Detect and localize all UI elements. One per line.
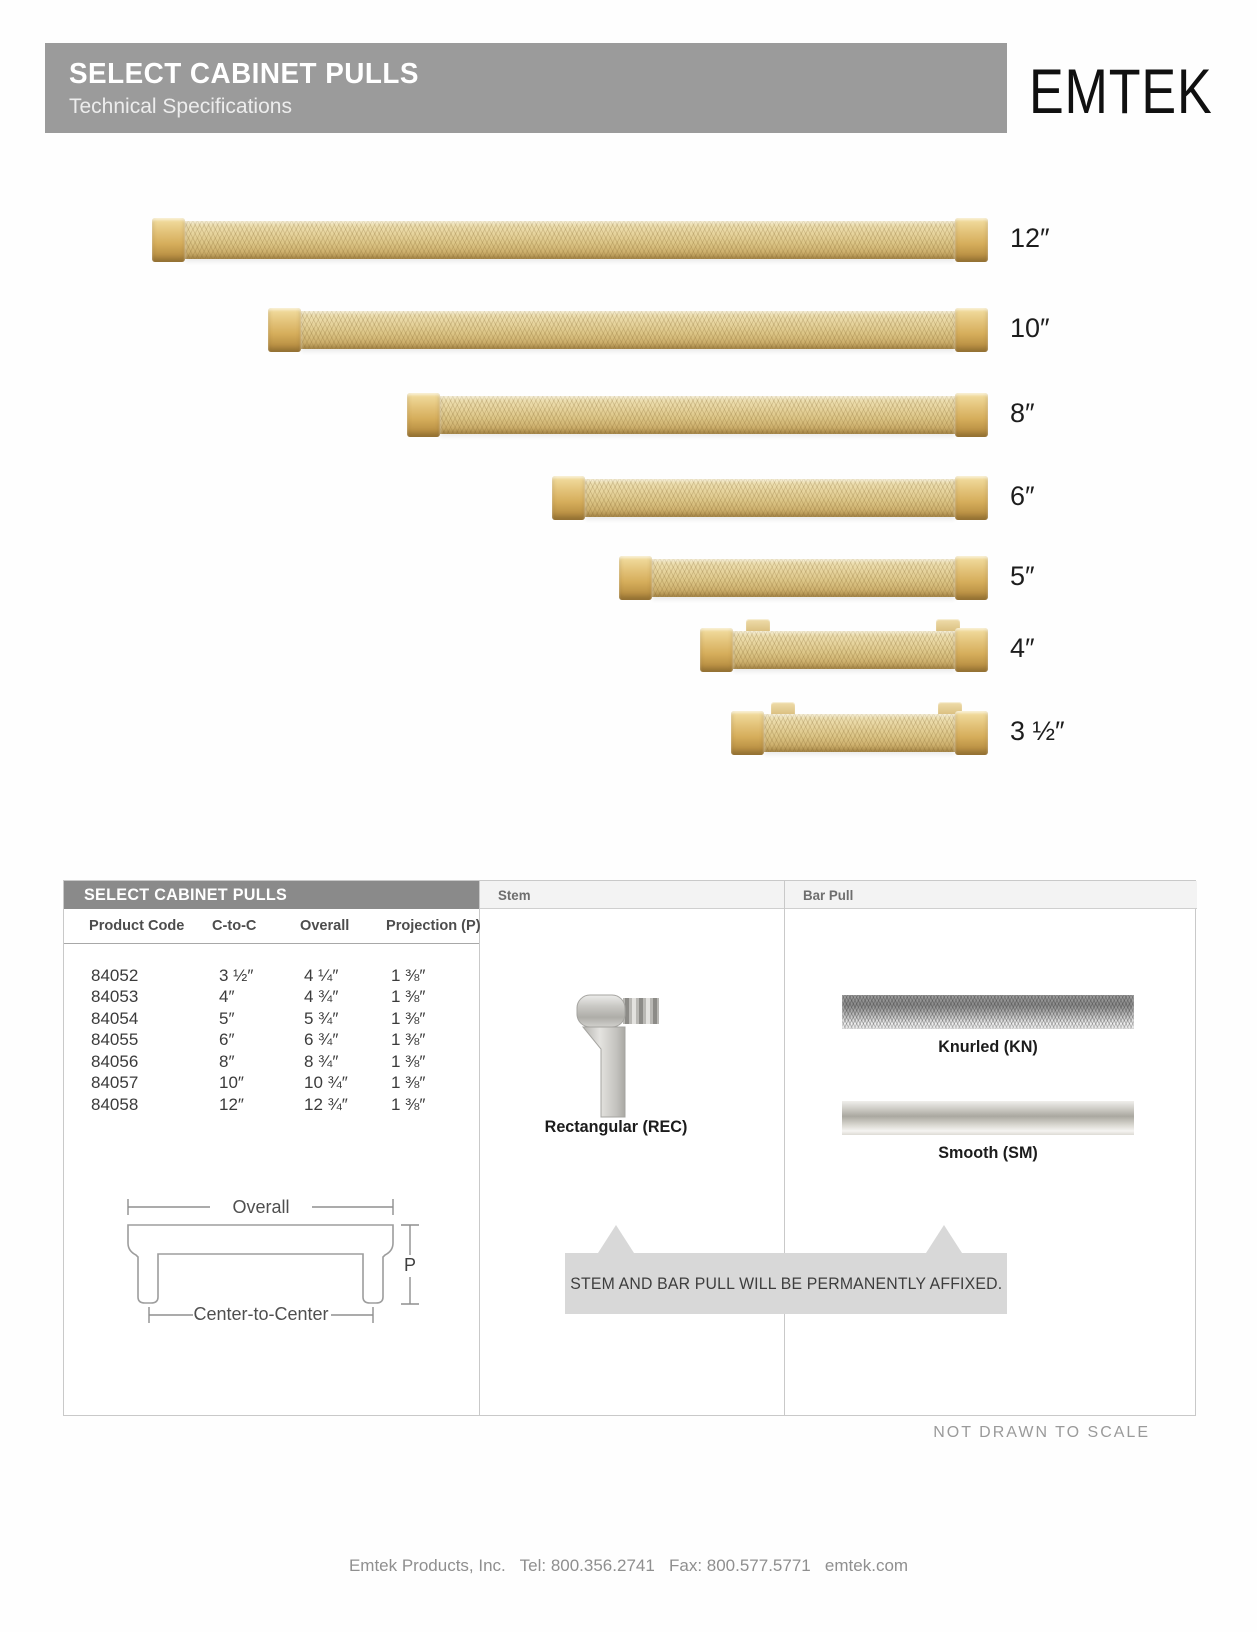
cell-overall: 4 ¼″ bbox=[304, 966, 339, 985]
cell-overall: 5 ¾″ bbox=[304, 1009, 339, 1028]
pull-end-cap bbox=[955, 711, 988, 755]
column-divider bbox=[784, 881, 785, 1415]
col-header-c-to-c: C-to-C bbox=[212, 917, 257, 934]
pull-end-cap bbox=[152, 218, 185, 262]
emtek-logo: EMTEK bbox=[1029, 57, 1213, 128]
cell-overall: 4 ¾″ bbox=[304, 987, 339, 1006]
pull-end-cap bbox=[955, 218, 988, 262]
affixed-banner bbox=[565, 1253, 1007, 1314]
cell-c-to-c: 3 ½″ bbox=[219, 966, 254, 985]
pull-end-cap bbox=[552, 476, 585, 520]
cell-projection: 1 ⅜″ bbox=[391, 966, 426, 985]
pull-size-label: 12″ bbox=[1010, 223, 1050, 253]
rectangular-stem-image bbox=[564, 987, 684, 1127]
cell-c-to-c: 8″ bbox=[219, 1052, 235, 1071]
pull-knurled-bar bbox=[585, 479, 955, 517]
pull-photo-5in bbox=[619, 556, 988, 600]
pull-end-cap bbox=[955, 556, 988, 600]
cell-overall: 6 ¾″ bbox=[304, 1030, 339, 1049]
pull-outline bbox=[128, 1225, 393, 1303]
knurled-bar-image bbox=[842, 995, 1134, 1029]
stem-header: Stem bbox=[498, 887, 531, 903]
pull-knurled-bar bbox=[301, 311, 955, 349]
pull-photo-10in bbox=[268, 308, 988, 352]
col-header-overall: Overall bbox=[300, 917, 350, 934]
col-header-projection: Projection (P) bbox=[386, 917, 481, 934]
pull-end-cap bbox=[955, 628, 988, 672]
banner-arrow-up bbox=[926, 1225, 962, 1253]
projection-dim-label: P bbox=[403, 1255, 417, 1275]
column-divider bbox=[479, 881, 480, 1415]
pull-knurled-bar bbox=[764, 714, 955, 752]
pull-end-cap bbox=[619, 556, 652, 600]
pull-end-cap bbox=[268, 308, 301, 352]
pull-end-cap bbox=[731, 711, 764, 755]
cell-projection: 1 ⅜″ bbox=[391, 1095, 426, 1114]
cell-c-to-c: 12″ bbox=[219, 1095, 244, 1114]
footer-contact: Emtek Products, Inc. Tel: 800.356.2741 Fax: 800.577.5771 emtek.com bbox=[348, 1556, 909, 1575]
center-to-center-dim-label: Center-to-Center bbox=[193, 1304, 329, 1324]
header-bar bbox=[45, 43, 1007, 133]
pull-knurled-bar bbox=[733, 631, 955, 669]
cell-product-code: 84058 bbox=[91, 1095, 139, 1114]
pull-size-label: 6″ bbox=[1010, 481, 1035, 511]
cell-projection: 1 ⅜″ bbox=[391, 1009, 426, 1028]
col-header-product-code: Product Code bbox=[89, 917, 185, 934]
cell-overall: 10 ¾″ bbox=[304, 1073, 348, 1092]
cell-overall: 8 ¾″ bbox=[304, 1052, 339, 1071]
header-rule bbox=[64, 943, 479, 944]
page-title: SELECT CABINET PULLS bbox=[69, 58, 419, 90]
bar-pull-header: Bar Pull bbox=[803, 887, 854, 903]
pull-end-cap bbox=[955, 393, 988, 437]
stem-caption: Rectangular (REC) bbox=[544, 1117, 688, 1136]
page-subtitle: Technical Specifications bbox=[69, 95, 292, 118]
smooth-bar-image bbox=[842, 1101, 1134, 1135]
pull-size-label: 10″ bbox=[1010, 313, 1050, 343]
smooth-caption: Smooth (SM) bbox=[938, 1143, 1038, 1162]
pull-photo-6in bbox=[552, 476, 988, 520]
cell-c-to-c: 6″ bbox=[219, 1030, 235, 1049]
cell-projection: 1 ⅜″ bbox=[391, 1073, 426, 1092]
dimension-diagram bbox=[114, 1199, 494, 1334]
cell-projection: 1 ⅜″ bbox=[391, 1030, 426, 1049]
affixed-banner-text: STEM AND BAR PULL WILL BE PERMANENTLY AFFIXED. bbox=[569, 1273, 1003, 1293]
cell-c-to-c: 10″ bbox=[219, 1073, 244, 1092]
pull-size-label: 4″ bbox=[1010, 633, 1035, 663]
table-title-band bbox=[64, 881, 479, 909]
pull-knurled-bar bbox=[440, 396, 955, 434]
pull-end-cap bbox=[955, 476, 988, 520]
pull-photo-12in bbox=[152, 218, 988, 262]
cell-overall: 12 ¾″ bbox=[304, 1095, 348, 1114]
pull-photo-4in bbox=[700, 628, 988, 672]
cell-projection: 1 ⅜″ bbox=[391, 1052, 426, 1071]
pull-photo-8in bbox=[407, 393, 988, 437]
cell-product-code: 84053 bbox=[91, 987, 139, 1006]
cell-projection: 1 ⅜″ bbox=[391, 987, 426, 1006]
cell-product-code: 84054 bbox=[91, 1009, 139, 1028]
knurled-caption: Knurled (KN) bbox=[938, 1037, 1038, 1056]
pull-size-label: 8″ bbox=[1010, 398, 1035, 428]
pull-size-label: 3 ½″ bbox=[1010, 716, 1065, 746]
table-title: SELECT CABINET PULLS bbox=[84, 885, 288, 904]
pull-size-label: 5″ bbox=[1010, 561, 1035, 591]
stem-header-band bbox=[480, 881, 784, 909]
pull-knurled-bar bbox=[185, 221, 955, 259]
cell-product-code: 84056 bbox=[91, 1052, 139, 1071]
pull-end-cap bbox=[700, 628, 733, 672]
pull-knurled-bar bbox=[652, 559, 955, 597]
pull-photo-3half-in bbox=[731, 711, 988, 755]
cell-product-code: 84055 bbox=[91, 1030, 139, 1049]
spec-table-panel bbox=[63, 880, 1196, 1416]
cell-product-code: 84052 bbox=[91, 966, 139, 985]
cell-c-to-c: 4″ bbox=[219, 987, 235, 1006]
bar-pull-header-band bbox=[785, 881, 1197, 909]
banner-arrow-up bbox=[598, 1225, 634, 1253]
pull-end-cap bbox=[407, 393, 440, 437]
pull-end-cap bbox=[955, 308, 988, 352]
cell-c-to-c: 5″ bbox=[219, 1009, 235, 1028]
not-drawn-to-scale-note: NOT DRAWN TO SCALE bbox=[933, 1424, 1150, 1441]
cell-product-code: 84057 bbox=[91, 1073, 139, 1092]
overall-dim-label: Overall bbox=[232, 1199, 290, 1217]
